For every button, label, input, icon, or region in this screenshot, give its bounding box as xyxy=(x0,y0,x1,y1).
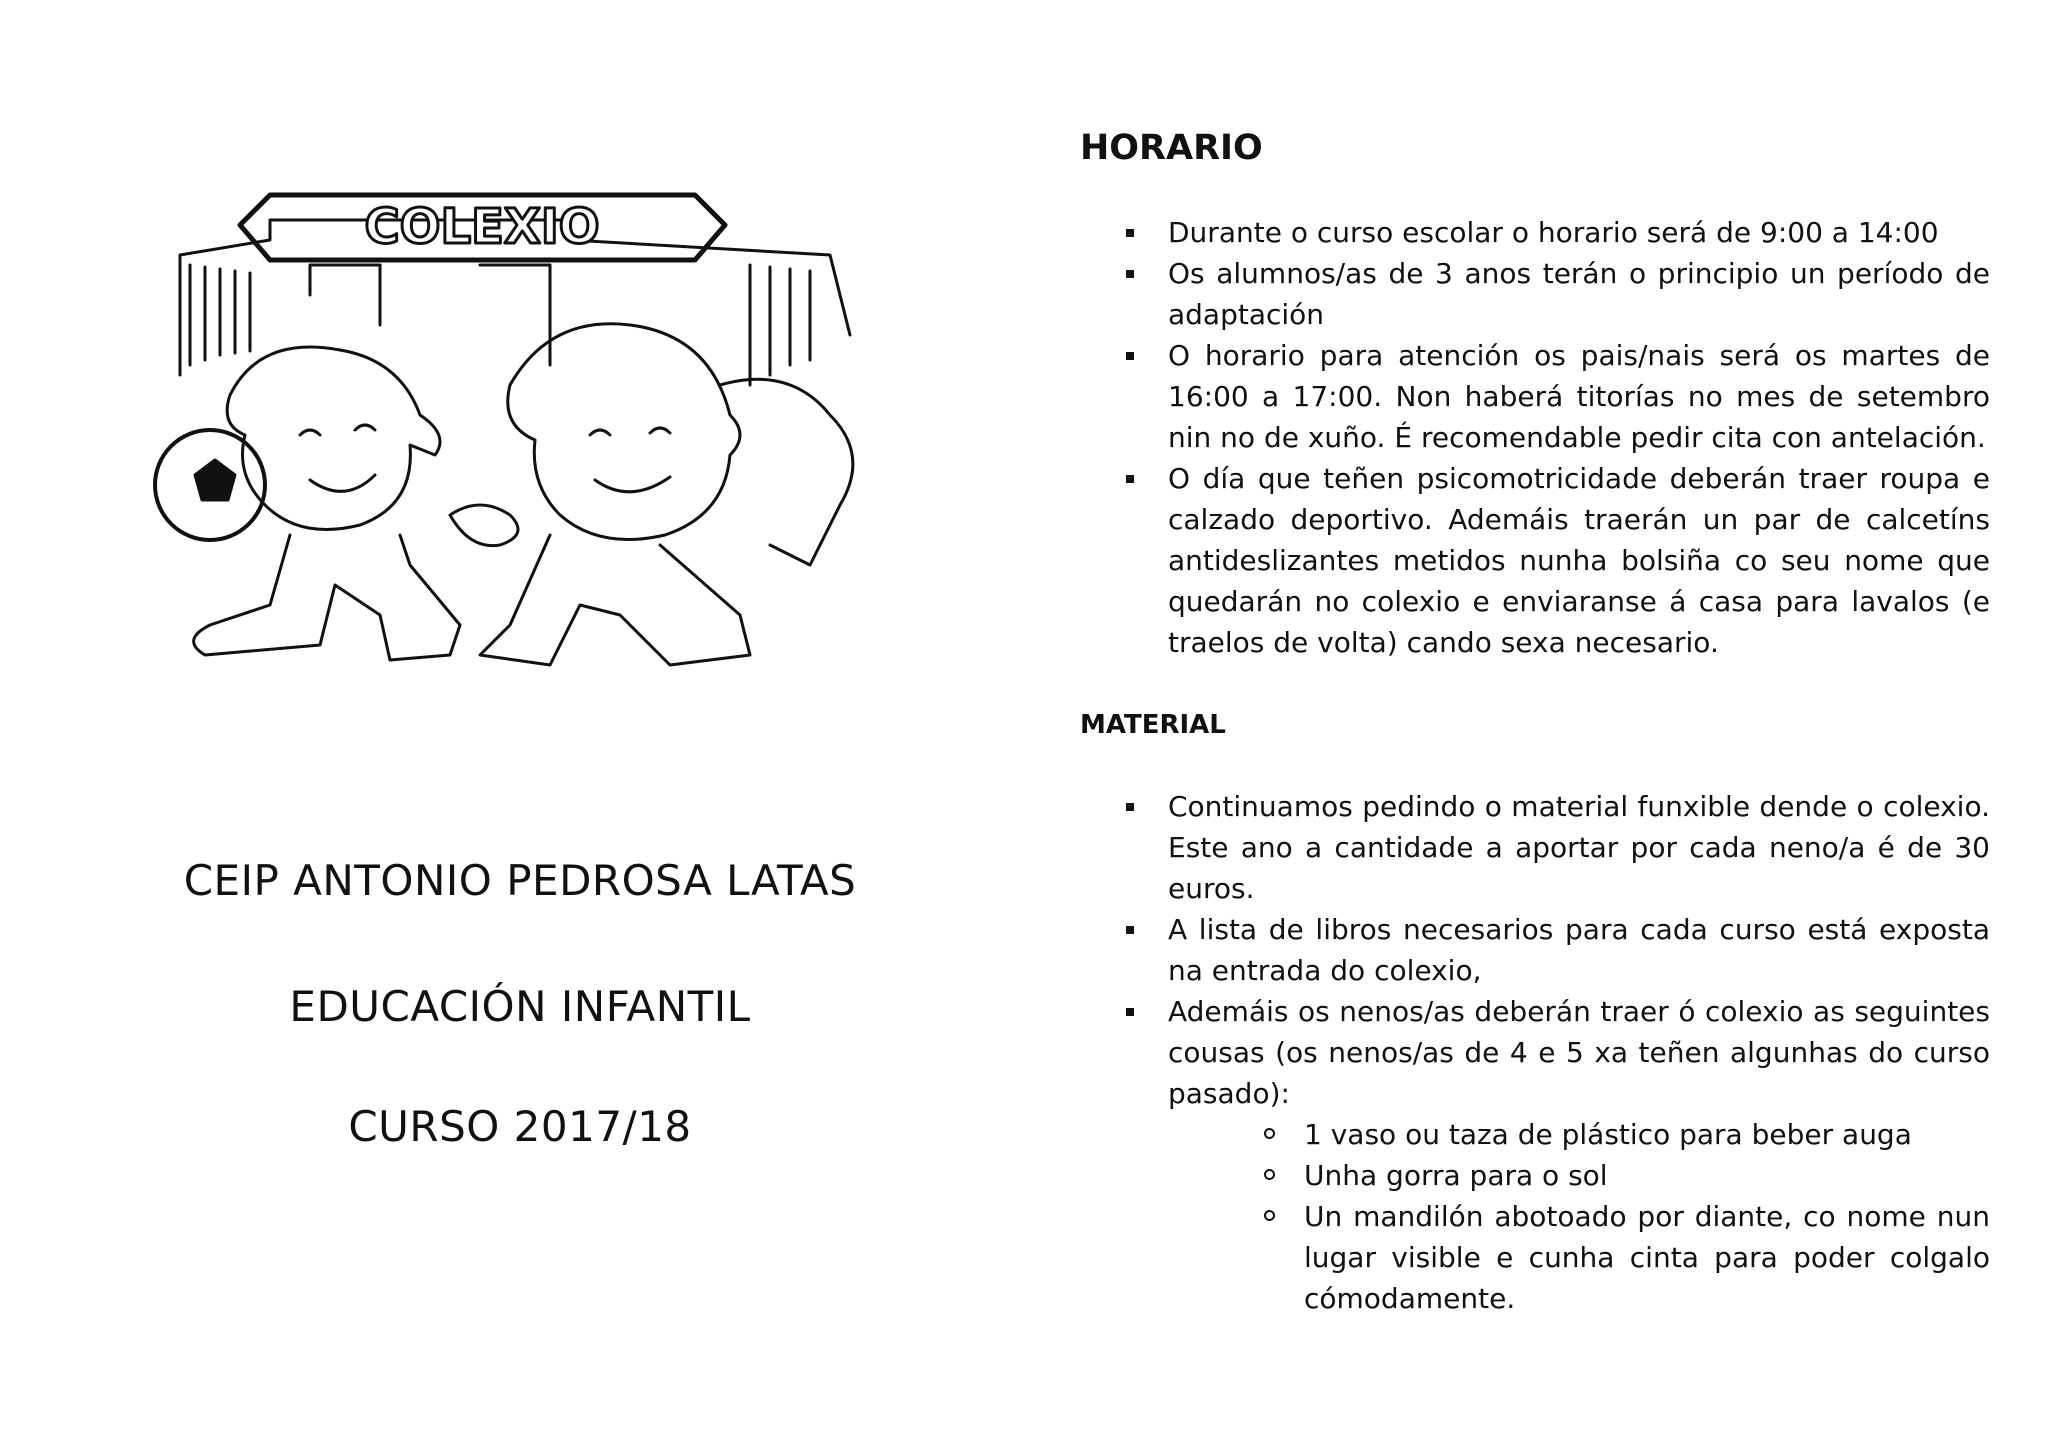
sub-list xyxy=(1168,1114,1990,1319)
horario-heading: HORARIO xyxy=(1080,128,1263,168)
circle-bullet-icon xyxy=(1264,1169,1275,1180)
list-item: Continuamos pedindo o material funxible dende o colexio. Este ano a cantidade a aportar por cada neno/a é de 30 euros. xyxy=(1080,786,1990,909)
material-heading: MATERIAL xyxy=(1080,710,1226,740)
circle-bullet-icon xyxy=(1264,1128,1275,1139)
list-item: O día que teñen psicomotricidade deberán traer roupa e calzado deportivo. Ademáis traerán un par de calcetíns antideslizantes metidos nunha bolsiña co seu nome que quedarán no colexio e enviaranse á casa para lavalos (e traelos de volta) cando sexa necesario. xyxy=(1080,458,1990,663)
square-bullet-icon xyxy=(1126,270,1134,278)
sub-list-item: Unha gorra para o sol xyxy=(1168,1155,1990,1196)
info-panel xyxy=(1080,0,2000,1448)
course-year: CURSO 2017/18 xyxy=(348,1102,692,1151)
school-kids-illustration xyxy=(150,185,930,685)
left-kid-icon xyxy=(227,347,440,530)
list-item: Os alumnos/as de 3 anos terán o principio un período de adaptación xyxy=(1080,253,1990,335)
square-bullet-icon xyxy=(1126,1008,1134,1016)
list-item: O horario para atención os pais/nais será os martes de 16:00 a 17:00. Non haberá titorías no mes de setembro nin no de xuño. É recomendable pedir cita con antelación. xyxy=(1080,335,1990,458)
svg-text:COLEXIO: COLEXIO xyxy=(364,199,600,255)
circle-bullet-icon xyxy=(1264,1210,1275,1221)
square-bullet-icon xyxy=(1126,229,1134,237)
right-kid-icon xyxy=(508,324,740,540)
square-bullet-icon xyxy=(1126,475,1134,483)
horario-list xyxy=(1080,212,1990,663)
material-list xyxy=(1080,786,1990,1319)
square-bullet-icon xyxy=(1126,352,1134,360)
square-bullet-icon xyxy=(1126,803,1134,811)
square-bullet-icon xyxy=(1126,926,1134,934)
school-name: CEIP ANTONIO PEDROSA LATAS xyxy=(183,856,857,905)
education-level: EDUCACIÓN INFANTIL xyxy=(289,982,751,1031)
list-item: Ademáis os nenos/as deberán traer ó colexio as seguintes cousas (os nenos/as de 4 e 5 xa teñen algunhas do curso pasado): 1 vaso ou taza de plástico para beber auga Unha gorra para o sol Un mandilón abotoado por diante, co nome nun lugar visible e cunha cinta para poder colgalo cómodamente. xyxy=(1080,991,1990,1319)
sub-list-item: 1 vaso ou taza de plástico para beber auga xyxy=(1168,1114,1990,1155)
sub-list-item: Un mandilón abotoado por diante, co nome nun lugar visible e cunha cinta para poder colgalo cómodamente. xyxy=(1168,1196,1990,1319)
list-item: A lista de libros necesarios para cada curso está exposta na entrada do colexio, xyxy=(1080,909,1990,991)
list-item: Durante o curso escolar o horario será de 9:00 a 14:00 xyxy=(1080,212,1990,253)
